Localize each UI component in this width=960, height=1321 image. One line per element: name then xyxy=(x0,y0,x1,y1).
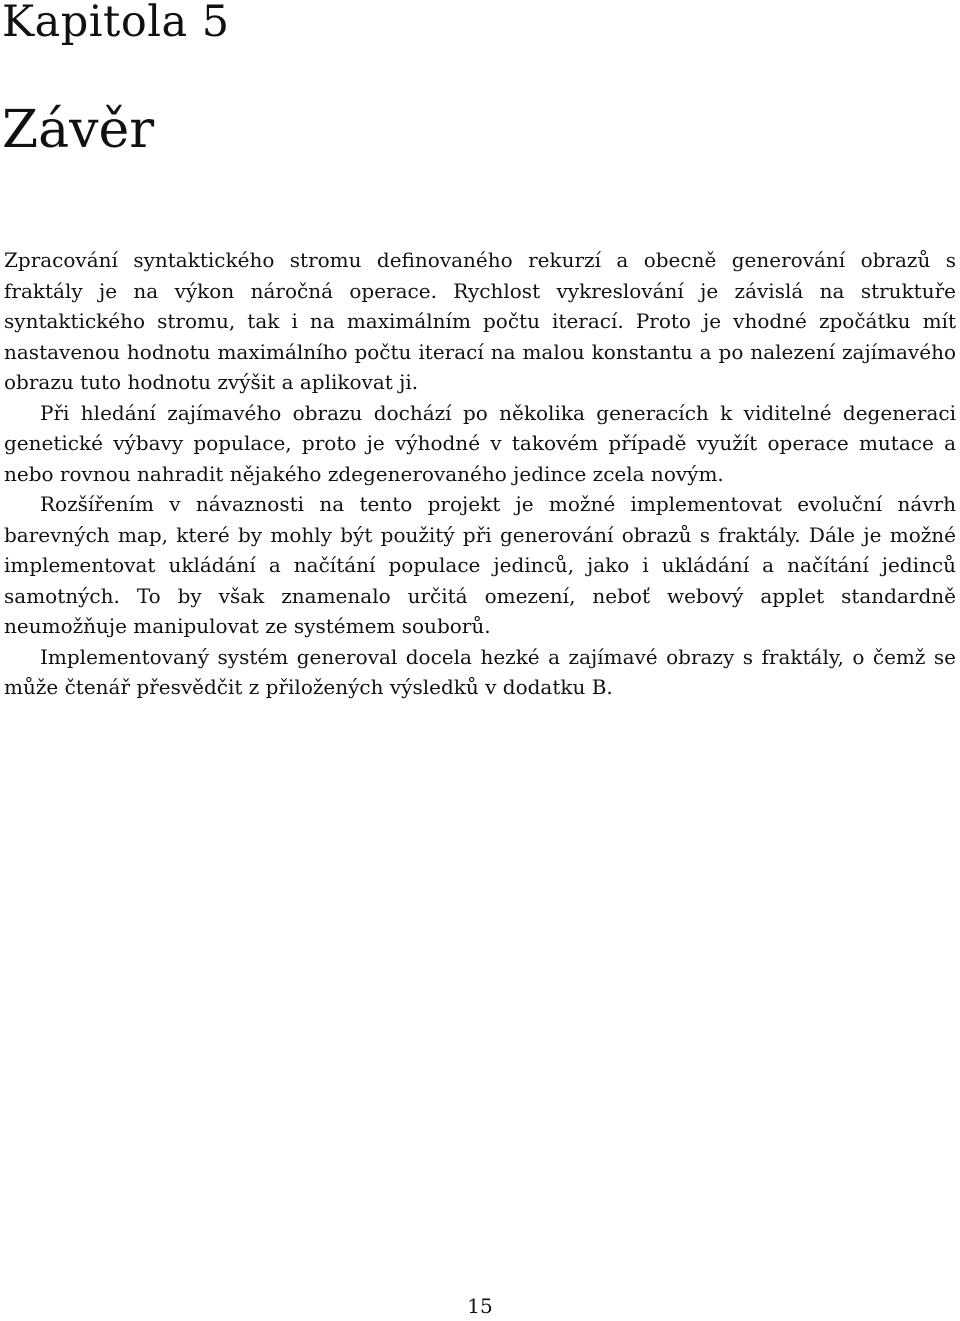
paragraph: Rozšířením v návaznosti na tento projekt je možné implementovat evoluční návrh barevných map, které by mohly být použitý při generování obrazů s fraktály. Dále je možné implementovat ukládání a načítání populace jedinců, jako i ukládání a načítání jedinců samotných. To by však znamenalo určitá omezení, neboť webový applet standardně neumožňuje manipulovat ze systémem souborů. xyxy=(4,492,956,638)
page-number: 15 xyxy=(467,1294,493,1318)
chapter-body xyxy=(4,245,956,703)
paragraph: Zpracování syntaktického stromu definovaného rekurzí a obecně generování obrazů s fraktály je na výkon náročná operace. Rychlost vykreslování je závislá na struktuře syntaktického stromu, tak i na maximálním počtu iterací. Proto je vhodné zpočátku mít nastavenou hodnotu maximálního počtu iterací na malou konstantu a po nalezení zajímavého obrazu tuto hodnotu zvýšit a aplikovat ji. xyxy=(4,248,956,394)
paragraph: Při hledání zajímavého obrazu dochází po několika generacích k viditelné degeneraci genetické výbavy populace, proto je výhodné v takovém případě využít operace mutace a nebo rovnou nahradit nějakého zdegenerovaného jedince zcela novým. xyxy=(4,400,956,486)
chapter-title: Závěr xyxy=(2,100,155,160)
chapter-label: Kapitola 5 xyxy=(2,0,230,47)
paragraph: Implementovaný systém generoval docela hezké a zajímavé obrazy s fraktály, o čemž se může čtenář přesvědčit z přiložených výsledků v dodatku B. xyxy=(4,644,956,699)
